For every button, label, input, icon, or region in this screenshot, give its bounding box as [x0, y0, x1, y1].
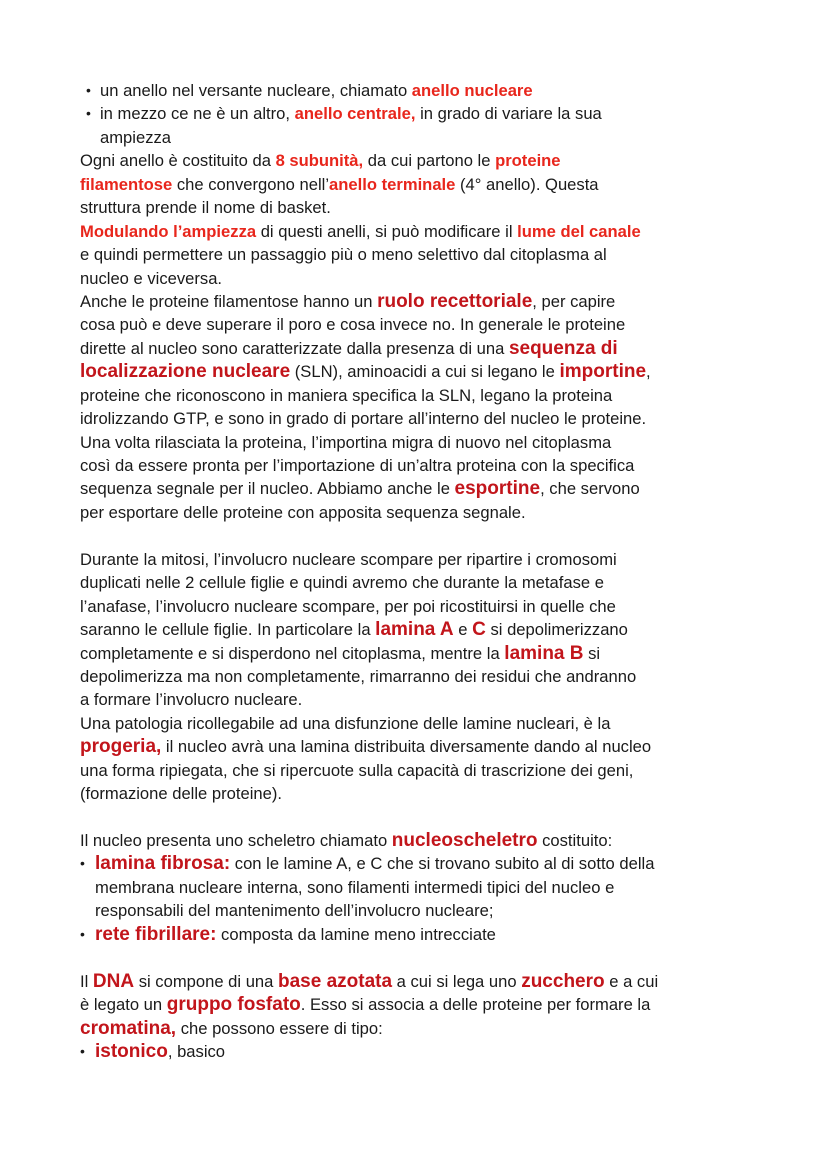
highlighted-term: istonico	[95, 1040, 168, 1062]
text-line	[80, 735, 780, 758]
text-segment: a formare l’involucro nucleare.	[80, 690, 303, 710]
text-segment: membrana nucleare interna, sono filamenti intermedi tipici del nucleo e	[95, 877, 615, 897]
bullet-icon: •	[80, 855, 85, 872]
text-segment: struttura prende il nome di basket.	[80, 198, 331, 218]
highlighted-term: lamina B	[504, 642, 584, 664]
text-segment: si compone di una	[134, 971, 278, 991]
text-line	[80, 220, 780, 243]
bullet-item-line	[80, 852, 780, 875]
highlighted-term: C	[472, 619, 486, 641]
text-line	[80, 970, 780, 993]
bullet-item-line	[80, 923, 780, 946]
text-segment: saranno le cellule figlie. In particolare la	[80, 620, 376, 640]
text-segment: nucleo e viceversa.	[80, 268, 223, 288]
highlighted-term: DNA	[92, 970, 135, 992]
text-segment: (formazione delle proteine).	[80, 784, 282, 804]
text-segment: costituito:	[537, 831, 613, 850]
highlighted-term: localizzazione nucleare	[80, 361, 291, 383]
text-segment: si	[583, 643, 601, 663]
highlighted-term: lamina A	[375, 619, 454, 641]
text-segment: che possono essere di tipo:	[176, 1018, 383, 1038]
highlighted-term: lume del canale	[517, 221, 641, 241]
highlighted-term: esportine	[454, 478, 541, 500]
highlighted-term: filamentose	[80, 174, 173, 194]
highlighted-term: anello nucleare	[411, 81, 533, 100]
text-line	[80, 196, 780, 219]
text-segment: e quindi permettere un passaggio più o meno selettivo dal citoplasma al	[80, 245, 607, 265]
text-segment: Una volta rilasciata la proteina, l’importina migra di nuovo nel citoplasma	[80, 432, 612, 452]
highlighted-term: cromatina,	[80, 1017, 177, 1039]
bullet-item-line	[80, 79, 780, 102]
text-line	[80, 477, 780, 500]
highlighted-term: importine	[559, 361, 647, 383]
bullet-item-line	[80, 102, 780, 125]
text-line	[80, 899, 780, 922]
highlighted-term: rete fibrillare:	[95, 923, 217, 945]
highlighted-term: gruppo fosfato	[166, 994, 301, 1016]
text-line	[80, 290, 780, 313]
text-segment: , basico	[167, 1041, 226, 1061]
text-segment: Anche le proteine filamentose hanno un	[80, 291, 378, 311]
text-segment: con le lamine A, e C che si trovano subito al di sotto della	[230, 854, 655, 874]
bullet-item-line	[80, 1040, 780, 1063]
highlighted-term: sequenza di	[508, 337, 618, 359]
highlighted-term: anello terminale	[329, 174, 456, 194]
text-line	[80, 712, 780, 735]
document-page	[80, 79, 780, 1063]
text-line	[80, 126, 780, 149]
text-segment: a cui si lega uno	[392, 971, 522, 991]
text-segment: ,	[646, 362, 651, 382]
text-line	[80, 313, 780, 336]
text-line	[80, 993, 780, 1016]
bullet-icon: •	[86, 82, 91, 98]
text-line	[80, 337, 780, 360]
text-segment: l’anafase, l’involucro nucleare scompare, per poi ricostituirsi in quelle che	[80, 596, 616, 616]
text-segment: è legato un	[80, 995, 167, 1015]
highlighted-term: zucchero	[521, 970, 605, 992]
text-line	[80, 548, 780, 571]
text-line	[80, 431, 780, 454]
text-line	[80, 642, 780, 665]
text-line	[80, 501, 780, 524]
text-segment: sequenza segnale per il nucleo. Abbiamo anche le	[80, 479, 455, 499]
text-segment: da cui partono le	[363, 151, 496, 171]
text-segment: depolimerizza ma non completamente, rimarranno dei residui che andranno	[80, 666, 637, 686]
text-line	[80, 407, 780, 430]
text-segment: cosa può e deve superare il poro e cosa invece no. In generale le proteine	[80, 315, 626, 335]
text-segment: Il nucleo presenta uno scheletro chiamato	[80, 831, 392, 850]
text-segment: in grado di variare la sua	[415, 104, 602, 124]
text-line	[80, 173, 780, 196]
text-line	[80, 571, 780, 594]
highlighted-term: progeria,	[80, 736, 162, 758]
text-line	[80, 243, 780, 266]
text-segment: composta da lamine meno intrecciate	[216, 924, 496, 944]
highlighted-term: nucleoscheletro	[391, 830, 538, 851]
text-segment: in mezzo ce ne è un altro,	[100, 104, 295, 124]
text-segment: responsabili del mantenimento dell’involucro nucleare;	[95, 901, 494, 921]
text-segment: (4° anello). Questa	[455, 174, 599, 194]
text-segment: il nucleo avrà una lamina distribuita diversamente dando al nucleo	[161, 737, 652, 757]
text-segment: per esportare delle proteine con apposita sequenza segnale.	[80, 502, 526, 522]
text-segment: (SLN), aminoacidi a cui si legano le	[290, 362, 560, 382]
highlighted-term: proteine	[495, 151, 561, 171]
text-segment: Ogni anello è costituito da	[80, 151, 276, 171]
text-segment: , per capire	[532, 291, 616, 311]
text-segment: Il	[80, 971, 93, 991]
text-segment: , che servono	[540, 479, 640, 499]
highlighted-term: base azotata	[278, 970, 393, 992]
text-line	[80, 595, 780, 618]
text-line	[80, 267, 780, 290]
text-segment: Durante la mitosi, l’involucro nucleare scompare per ripartire i cromosomi	[80, 549, 617, 569]
text-segment: duplicati nelle 2 cellule figlie e quindi avremo che durante la metafase e	[80, 573, 604, 593]
text-segment: e	[453, 620, 473, 640]
text-segment: una forma ripiegata, che si ripercuote sulla capacità di trascrizione dei geni,	[80, 760, 634, 780]
text-segment: e a cui	[604, 971, 659, 991]
blank-line	[80, 524, 780, 547]
blank-line	[80, 806, 780, 829]
highlighted-term: lamina fibrosa:	[95, 853, 231, 875]
text-line	[80, 1017, 780, 1040]
highlighted-term: 8 subunità,	[275, 151, 364, 171]
text-segment: così da essere pronta per l’importazione di un’altra proteina con la specifica	[80, 456, 635, 475]
text-line	[80, 454, 780, 477]
blank-line	[80, 946, 780, 969]
text-segment: . Esso si associa a delle proteine per formare la	[300, 995, 651, 1015]
text-line	[80, 829, 780, 852]
text-segment: ampiezza	[100, 127, 172, 147]
text-segment: dirette al nucleo sono caratterizzate dalla presenza di una	[80, 338, 509, 358]
text-segment: completamente e si disperdono nel citoplasma, mentre la	[80, 643, 505, 663]
text-segment: idrolizzando GTP, e sono in grado di portare all’interno del nucleo le proteine.	[80, 409, 647, 429]
text-segment: di questi anelli, si può modificare il	[256, 221, 518, 241]
text-line	[80, 876, 780, 899]
text-line	[80, 384, 780, 407]
highlighted-term: ruolo recettoriale	[377, 290, 533, 312]
text-line	[80, 618, 780, 641]
bullet-icon: •	[80, 1042, 85, 1059]
text-line	[80, 688, 780, 711]
text-line	[80, 149, 780, 172]
highlighted-term: Modulando l’ampiezza	[80, 221, 257, 241]
text-segment: si depolimerizzano	[485, 620, 628, 640]
bullet-icon: •	[86, 105, 91, 122]
text-line	[80, 759, 780, 782]
bullet-icon: •	[80, 925, 85, 942]
text-segment: Una patologia ricollegabile ad una disfunzione delle lamine nucleari, è la	[80, 713, 611, 733]
text-line	[80, 782, 780, 805]
highlighted-term: anello centrale,	[294, 104, 416, 124]
text-line	[80, 665, 780, 688]
text-segment: proteine che riconoscono in maniera specifica la SLN, legano la proteina	[80, 385, 613, 405]
text-segment: che convergono nell’	[172, 174, 330, 194]
text-line	[80, 360, 780, 383]
text-segment: un anello nel versante nucleare, chiamato	[100, 81, 412, 100]
